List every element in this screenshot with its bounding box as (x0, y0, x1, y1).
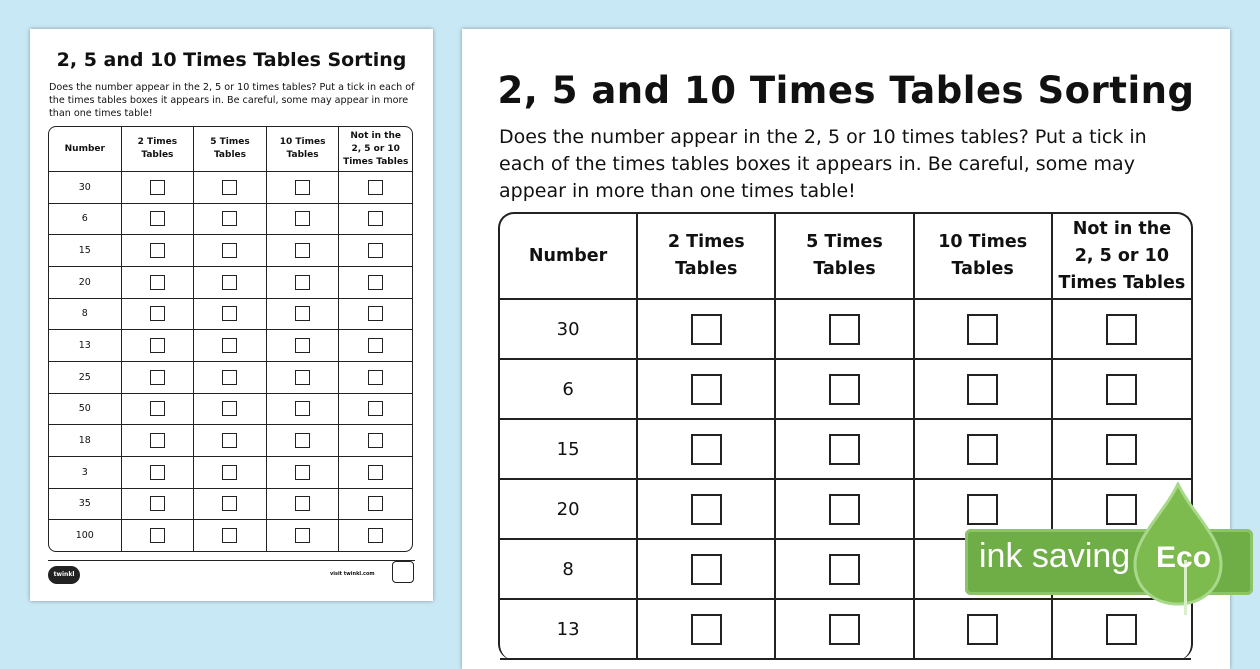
tick-box-two[interactable] (691, 554, 722, 585)
tick-cell-two (638, 420, 776, 480)
header-none-line2: 2, 5 or 10 (1074, 245, 1170, 266)
tick-cell-two (638, 600, 776, 660)
number-cell: 6 (500, 360, 638, 420)
tick-cell-five (776, 480, 914, 540)
tick-box-five[interactable] (222, 528, 237, 543)
header-ten-line2: Tables (951, 259, 1014, 279)
tick-box-five[interactable] (829, 494, 860, 525)
tick-box-two[interactable] (150, 338, 165, 353)
tick-cell-two (638, 300, 776, 360)
tick-box-none[interactable] (368, 338, 383, 353)
header-ten-line1: 10 Times (279, 137, 326, 147)
header-five-line1: 5 Times (806, 232, 883, 252)
tick-box-two[interactable] (150, 306, 165, 321)
tick-cell-ten (267, 425, 340, 457)
tick-cell-five (194, 267, 267, 299)
tick-box-ten[interactable] (967, 494, 998, 525)
tick-cell-two (638, 360, 776, 420)
sorting-table (48, 126, 413, 552)
header-five (776, 214, 914, 300)
tick-box-two[interactable] (691, 494, 722, 525)
tick-cell-five (776, 540, 914, 600)
tick-cell-ten (267, 204, 340, 236)
instructions: Does the number appear in the 2, 5 or 10 times tables? Put a tick in each of the times tables boxes it appears in. Be careful, some may appear in more than one times table! (49, 82, 415, 119)
table-row (500, 600, 1191, 660)
tick-cell-none (339, 172, 412, 204)
tick-box-two[interactable] (150, 275, 165, 290)
tick-cell-two (122, 299, 195, 331)
tick-cell-two (122, 267, 195, 299)
tick-box-five[interactable] (222, 465, 237, 480)
tick-box-five[interactable] (222, 401, 237, 416)
tick-box-five[interactable] (222, 338, 237, 353)
header-number (49, 127, 122, 172)
tick-cell-five (194, 489, 267, 521)
tick-cell-none (339, 394, 412, 426)
twinkl-logo: twinkl (48, 566, 80, 584)
tick-box-five[interactable] (222, 496, 237, 511)
tick-box-five[interactable] (829, 554, 860, 585)
tick-cell-two (122, 457, 195, 489)
tick-cell-none (339, 235, 412, 267)
number-cell: 50 (49, 394, 122, 426)
tick-box-ten[interactable] (295, 338, 310, 353)
tick-box-five[interactable] (222, 306, 237, 321)
tick-cell-none (1053, 420, 1191, 480)
tick-box-two[interactable] (150, 433, 165, 448)
tick-cell-none (339, 489, 412, 521)
number-cell: 25 (49, 362, 122, 394)
header-none-line1: Not in the (350, 130, 401, 141)
tick-cell-ten (915, 600, 1053, 660)
tick-cell-none (339, 520, 412, 551)
tick-cell-ten (915, 420, 1053, 480)
tick-cell-two (122, 520, 195, 551)
table-row (49, 330, 412, 362)
tick-box-two[interactable] (691, 434, 722, 465)
tick-cell-ten (267, 299, 340, 331)
tick-cell-none (339, 299, 412, 331)
number-cell: 8 (49, 299, 122, 331)
tick-cell-two (638, 480, 776, 540)
tick-box-five[interactable] (829, 374, 860, 405)
header-none (1053, 214, 1191, 300)
tick-box-ten[interactable] (967, 434, 998, 465)
header-none-line1: Not in the (1072, 218, 1172, 239)
header-two (638, 214, 776, 300)
number-cell: 18 (49, 425, 122, 457)
tick-cell-none (339, 457, 412, 489)
header-ten-line1: 10 Times (938, 232, 1028, 252)
tick-cell-five (194, 520, 267, 551)
tick-cell-five (194, 362, 267, 394)
tick-box-none[interactable] (368, 528, 383, 543)
table-row (500, 300, 1191, 360)
tick-cell-none (339, 204, 412, 236)
header-ten (915, 214, 1053, 300)
tick-box-ten[interactable] (295, 401, 310, 416)
tick-cell-none (339, 425, 412, 457)
tick-box-none[interactable] (368, 275, 383, 290)
tick-cell-five (776, 420, 914, 480)
tick-cell-ten (267, 457, 340, 489)
header-five (194, 127, 267, 172)
tick-box-ten[interactable] (295, 243, 310, 258)
tick-box-five[interactable] (829, 614, 860, 645)
table-row (49, 425, 412, 457)
number-cell: 13 (49, 330, 122, 362)
number-cell: 13 (500, 600, 638, 660)
tick-box-none[interactable] (368, 306, 383, 321)
header-five-line1: 5 Times (210, 137, 250, 147)
table-row (49, 489, 412, 521)
tick-cell-ten (267, 267, 340, 299)
number-cell: 20 (49, 267, 122, 299)
header-none-line3: Times Tables (1058, 272, 1186, 293)
tick-box-ten[interactable] (295, 528, 310, 543)
tick-box-five[interactable] (222, 243, 237, 258)
footer-divider (48, 560, 415, 561)
tick-cell-none (339, 330, 412, 362)
tick-box-two[interactable] (691, 614, 722, 645)
header-number-label: Number (528, 245, 608, 266)
header-five-line2: Tables (813, 259, 876, 279)
tick-cell-five (776, 360, 914, 420)
number-cell: 30 (500, 300, 638, 360)
header-row (49, 127, 412, 172)
tick-cell-five (194, 330, 267, 362)
tick-cell-five (194, 204, 267, 236)
tick-box-ten[interactable] (295, 465, 310, 480)
page-title: 2, 5 and 10 Times Tables Sorting (56, 49, 407, 71)
tick-cell-two (122, 235, 195, 267)
table-row (500, 360, 1191, 420)
tick-box-five[interactable] (222, 433, 237, 448)
tick-box-none[interactable] (368, 496, 383, 511)
tick-box-none[interactable] (368, 243, 383, 258)
header-five-line2: Tables (213, 150, 246, 160)
tick-box-two[interactable] (150, 243, 165, 258)
number-cell: 15 (500, 420, 638, 480)
table-row (49, 362, 412, 394)
tick-cell-five (776, 300, 914, 360)
tick-cell-none (339, 362, 412, 394)
tick-cell-two (122, 172, 195, 204)
tick-box-five[interactable] (222, 180, 237, 195)
tick-box-ten[interactable] (295, 211, 310, 226)
instructions-large: Does the number appear in the 2, 5 or 10 times tables? Put a tick in each of the times tables boxes it appears in. Be careful, some may appear in more than one times table! (499, 126, 1147, 202)
tick-cell-ten (267, 520, 340, 551)
table-row (49, 267, 412, 299)
table-row (500, 420, 1191, 480)
tick-cell-two (122, 394, 195, 426)
tick-cell-ten (267, 362, 340, 394)
tick-cell-ten (915, 300, 1053, 360)
tick-box-two[interactable] (150, 180, 165, 195)
tick-cell-five (194, 394, 267, 426)
number-cell: 100 (49, 520, 122, 551)
tick-box-none[interactable] (368, 465, 383, 480)
tick-box-ten[interactable] (295, 370, 310, 385)
tick-box-none[interactable] (368, 180, 383, 195)
tick-box-ten[interactable] (295, 275, 310, 290)
number-cell: 35 (49, 489, 122, 521)
tick-box-ten[interactable] (295, 433, 310, 448)
tick-box-ten[interactable] (967, 314, 998, 345)
header-ten-line2: Tables (286, 150, 319, 160)
tick-cell-five (194, 172, 267, 204)
tick-box-two[interactable] (150, 528, 165, 543)
header-two-line1: 2 Times (137, 137, 178, 147)
tick-box-none[interactable] (368, 211, 383, 226)
tick-cell-two (122, 204, 195, 236)
tick-box-five[interactable] (829, 434, 860, 465)
tick-cell-five (776, 600, 914, 660)
header-number-label: Number (64, 143, 105, 154)
tick-cell-ten (267, 489, 340, 521)
tick-box-ten[interactable] (967, 374, 998, 405)
eco-label: Eco (1156, 541, 1212, 574)
tick-box-ten[interactable] (295, 496, 310, 511)
tick-cell-none (339, 267, 412, 299)
tick-box-none[interactable] (368, 433, 383, 448)
tick-box-none[interactable] (1106, 434, 1137, 465)
ink-saving-label: ink saving (979, 537, 1131, 575)
tick-box-two[interactable] (150, 465, 165, 480)
number-cell: 6 (49, 204, 122, 236)
number-cell: 30 (49, 172, 122, 204)
tick-box-none[interactable] (1106, 374, 1137, 405)
tick-cell-two (122, 362, 195, 394)
tick-cell-two (122, 330, 195, 362)
tick-box-two[interactable] (691, 374, 722, 405)
worksheet-thumbnail (30, 29, 433, 601)
header-none-line2: 2, 5 or 10 (351, 143, 400, 154)
tick-box-ten[interactable] (295, 306, 310, 321)
table-row (49, 204, 412, 236)
tick-cell-five (194, 457, 267, 489)
tick-box-ten[interactable] (967, 614, 998, 645)
tick-cell-ten (267, 330, 340, 362)
tick-cell-five (194, 299, 267, 331)
tick-box-none[interactable] (1106, 314, 1137, 345)
header-row (500, 214, 1191, 300)
tick-box-two[interactable] (150, 211, 165, 226)
tick-box-two[interactable] (150, 370, 165, 385)
header-two-line1: 2 Times (667, 232, 745, 252)
tick-box-none[interactable] (368, 401, 383, 416)
tick-box-two[interactable] (150, 496, 165, 511)
tick-box-five[interactable] (829, 314, 860, 345)
tick-box-two[interactable] (150, 401, 165, 416)
tick-cell-ten (267, 172, 340, 204)
table-row (49, 394, 412, 426)
number-cell: 15 (49, 235, 122, 267)
tick-box-five[interactable] (222, 370, 237, 385)
tick-cell-none (1053, 360, 1191, 420)
tick-cell-none (1053, 600, 1191, 660)
tick-cell-ten (915, 360, 1053, 420)
tick-box-ten[interactable] (295, 180, 310, 195)
footer-url: visit twinkl.com (330, 571, 375, 577)
header-ten (267, 127, 340, 172)
table-row (49, 235, 412, 267)
header-two (122, 127, 195, 172)
number-cell: 8 (500, 540, 638, 600)
tick-box-none[interactable] (368, 370, 383, 385)
tick-cell-ten (267, 394, 340, 426)
tick-box-five[interactable] (222, 275, 237, 290)
tick-cell-two (122, 489, 195, 521)
tick-box-two[interactable] (691, 314, 722, 345)
tick-cell-two (638, 540, 776, 600)
header-number (500, 214, 638, 300)
quality-badge-icon (392, 561, 414, 583)
tick-cell-none (1053, 300, 1191, 360)
tick-box-none[interactable] (1106, 614, 1137, 645)
number-cell: 20 (500, 480, 638, 540)
header-none-line3: Times Tables (343, 156, 409, 167)
table-row (49, 299, 412, 331)
tick-cell-ten (267, 235, 340, 267)
header-none (339, 127, 412, 172)
page-title-large: 2, 5 and 10 Times Tables Sorting (497, 69, 1195, 112)
tick-cell-five (194, 235, 267, 267)
tick-cell-five (194, 425, 267, 457)
table-row (49, 457, 412, 489)
table-row (49, 172, 412, 204)
tick-cell-two (122, 425, 195, 457)
tick-box-five[interactable] (222, 211, 237, 226)
table-row (49, 520, 412, 551)
header-two-line2: Tables (675, 259, 738, 279)
header-two-line2: Tables (141, 150, 174, 160)
number-cell: 3 (49, 457, 122, 489)
